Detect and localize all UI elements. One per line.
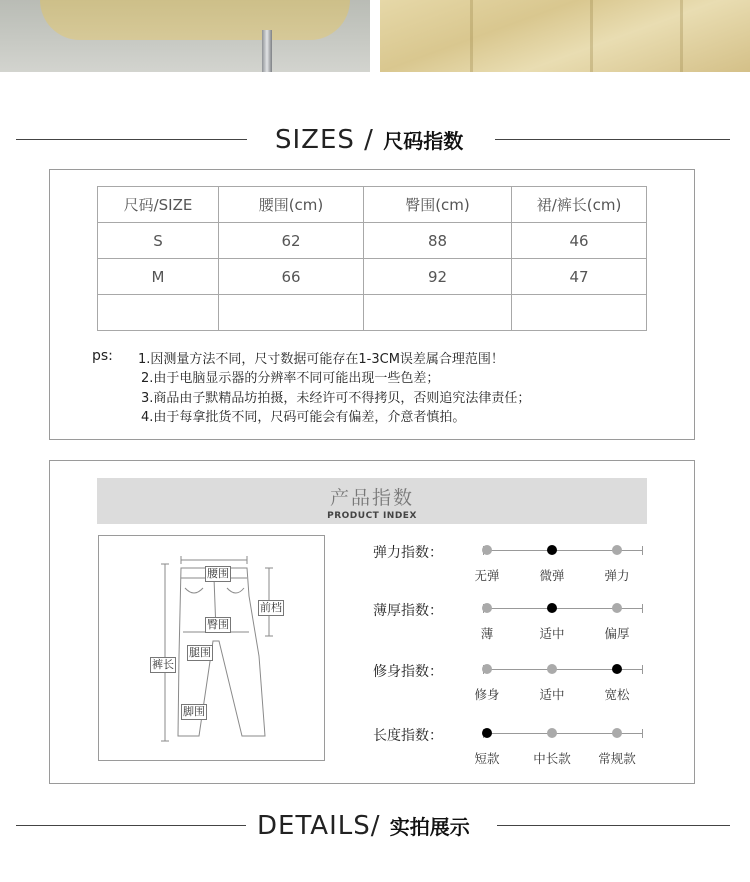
table-header-row (98, 187, 647, 223)
index-label: 长度指数： (373, 728, 443, 744)
index-option: 无弹 (474, 568, 500, 583)
product-index-banner (97, 478, 647, 524)
product-index-title: 产品指数 (329, 487, 414, 509)
diagram-label-waist: 腰围 (207, 567, 229, 580)
table-cell: 46 (512, 223, 647, 259)
table-header-cell: 裙/裤长(cm) (512, 187, 647, 223)
index-option: 宽松 (604, 687, 630, 702)
index-option: 弹力 (604, 568, 630, 583)
index-scale (480, 608, 643, 641)
notes-prefix: ps: (92, 348, 113, 364)
index-option: 薄 (480, 626, 494, 641)
index-scale (474, 669, 643, 702)
details-heading-en: DETAILS (257, 811, 371, 841)
index-row-thickness (373, 600, 673, 650)
table-cell: 88 (364, 223, 512, 259)
table-row (98, 223, 647, 259)
product-index-box (49, 460, 695, 784)
table-cell (364, 295, 512, 331)
table-cell (219, 295, 364, 331)
note-item: 2.由于电脑显示器的分辨率不同可能出现一些色差； (141, 371, 440, 386)
details-heading-cn: 实拍展示 (389, 815, 470, 839)
size-table (97, 186, 647, 331)
diagram-label-hip: 臀围 (207, 618, 229, 631)
index-label: 弹力指数： (373, 545, 443, 561)
diagram-label-thigh: 腿围 (189, 646, 211, 659)
diagram-label-hem: 脚围 (183, 705, 205, 718)
table-cell: 47 (512, 259, 647, 295)
table-header-cell: 腰围(cm) (219, 187, 364, 223)
index-option: 短款 (474, 751, 500, 766)
table-cell: S (98, 223, 219, 259)
index-option: 偏厚 (604, 626, 630, 641)
table-row (98, 295, 647, 331)
table-header-cell: 尺码/SIZE (98, 187, 219, 223)
sizes-heading-slash: / (354, 125, 384, 155)
index-label: 修身指数： (373, 664, 443, 680)
size-chart-box (49, 169, 695, 440)
details-heading (0, 806, 750, 846)
index-scale (474, 733, 643, 766)
sizes-heading-en: SIZES (275, 125, 355, 155)
index-row-length (373, 725, 673, 775)
index-scale (474, 550, 643, 583)
table-cell: M (98, 259, 219, 295)
details-heading-slash: / (370, 811, 390, 841)
table-cell: 62 (219, 223, 364, 259)
index-row-elasticity (373, 542, 673, 592)
sizes-heading (0, 120, 750, 160)
note-item: 4.由于每拿批货不同，尺码可能会有偏差，介意者慎拍。 (141, 410, 466, 425)
pants-diagram (98, 535, 325, 761)
index-option: 微弹 (539, 568, 565, 583)
diagram-label-rise: 前档 (260, 601, 282, 614)
sizes-heading-cn: 尺码指数 (383, 129, 464, 153)
product-index-subtitle: PRODUCT INDEX (327, 511, 417, 521)
table-cell: 66 (219, 259, 364, 295)
product-photo-right (380, 0, 750, 72)
table-cell (512, 295, 647, 331)
product-photo-left (0, 0, 370, 72)
note-item: 1.因测量方法不同，尺寸数据可能存在1-3CM误差属合理范围！ (138, 352, 504, 367)
index-option: 中长款 (533, 751, 571, 766)
table-cell (98, 295, 219, 331)
table-row (98, 259, 647, 295)
index-label: 薄厚指数： (373, 603, 443, 619)
index-option: 修身 (474, 687, 500, 702)
index-option: 适中 (539, 626, 565, 641)
fabric-hem (40, 0, 350, 40)
note-item: 3.商品由子默精品坊拍摄，未经许可不得拷贝，否则追究法律责任； (141, 391, 531, 406)
index-row-fit (373, 661, 673, 711)
hanger-pole (262, 30, 272, 72)
index-option: 常规款 (598, 751, 636, 766)
table-header-cell: 臀围(cm) (364, 187, 512, 223)
index-option: 适中 (539, 687, 565, 702)
diagram-label-length: 裤长 (152, 658, 174, 671)
table-cell: 92 (364, 259, 512, 295)
